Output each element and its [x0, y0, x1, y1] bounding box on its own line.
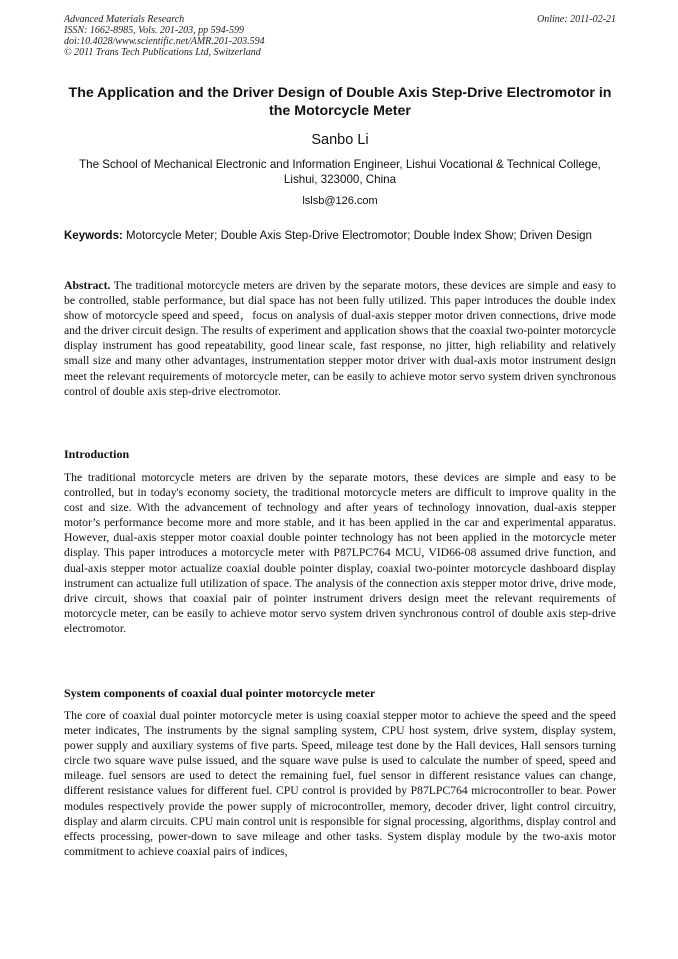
paper-author: Sanbo Li	[311, 132, 369, 148]
system-components-body: The core of coaxial dual pointer motorcycle meter is using coaxial stepper motor to achieve the speed and the speed meter indicates, The instruments by the signal sampling system, CPU host system, drive system, display system, power supply and auxiliary systems of five parts. Speed, mileage test done by the Hall devices, Hall sensors turning circle two square wave pulse issued, and the square wave pulse is used to calculate the number of speed, speed and mileage. fuel sensors are used to detect the remaining fuel, fuel sensor in different resistance values can change, different resistance values for different fuel. CPU control is provided by P87LPC764 microcontroller to bear. Power modules respectively provide the power supply of microcontroller, memory, decoder driver, light control circuitry, display and alarm circuits. CPU main control unit is responsible for signal processing, algorithms, display control and effects processing, power-down to save mileage and other tasks. System display module by the two-axis motor commitment to achieve coaxial pairs of indices,	[64, 709, 616, 858]
system-components-heading: System components of coaxial dual pointer motorcycle meter	[64, 686, 376, 700]
introduction-heading: Introduction	[64, 447, 130, 461]
abstract	[64, 278, 616, 399]
keywords-label: Keywords:	[64, 230, 123, 242]
paper-title: The Application and the Driver Design of Double Axis Step-Drive Electromotor in the Motorcycle Meter	[68, 85, 612, 119]
journal-doi: doi:10.4028/www.scientific.net/AMR.201-203.594	[64, 36, 265, 47]
paper-affiliation: The School of Mechanical Electronic and Information Engineer, Lishui Vocational & Technical College, Lishui, 323000, China	[79, 158, 601, 186]
keywords	[64, 229, 616, 244]
journal-issn: ISSN: 1662-8985, Vols. 201-203, pp 594-599	[64, 25, 244, 36]
keywords-text: Motorcycle Meter; Double Axis Step-Drive Electromotor; Double Index Show; Driven Design	[126, 230, 592, 242]
abstract-label: Abstract.	[64, 279, 111, 292]
abstract-text: The traditional motorcycle meters are driven by the separate motors, these devices are simple and easy to be controlled, stable performance, but dial space has not been fully utilized. This paper introduces the double index show of motorcycle speed and speed，focus on analysis of dual-axis stepper motor driven connections, drive mode and the driver circuit design. The results of experiment and application shows that the coaxial two-pointer motorcycle display instrument has good repeatability, good linear scale, fast response, no jitter, high reliability and relatively small size and many other advantages, instrumentation stepper motor driver with dual-axis motor instrument design meet the relevant requirements of motorcycle meter, can be easily to achieve motor servo system driven synchronous control of double axis step-drive electromotor.	[64, 279, 616, 398]
journal-name: Advanced Materials Research	[64, 14, 185, 25]
online-date: Online: 2011-02-21	[537, 14, 616, 25]
journal-header	[64, 14, 616, 58]
paper-email: lslsb@126.com	[302, 195, 378, 207]
journal-copyright: © 2011 Trans Tech Publications Ltd, Switzerland	[64, 47, 261, 58]
introduction-body: The traditional motorcycle meters are driven by the separate motors, these devices are simple and easy to be controlled, but in today's economy society, the traditional motorcycle meters are difficult to improve quality in the cost and size. With the advancement of technology and after years of technology innovation, dual-axis stepper motor’s performance become more and more stable, and it has been applied in the car and experimental apparatus. However, dual-axis stepper motor coaxial double pointer technology has not been applied in the motorcycle meter display. This paper introduces a motorcycle meter with P87LPC764 MCU, VID66-08 assumed drive function, and dual-axis stepper motor actualize coaxial double pointer display, coaxial two-pointer motorcycle dashboard display instrument can actualize full utilization of space. The analysis of the connection axis stepper motor drive, drive mode, drive circuit, shows that coaxial pair of pointer instrument drivers design meet the relevant requirements of motorcycle meter, can be easily to achieve motor servo system driven synchronous control of double axis step-drive electromotor.	[64, 471, 616, 635]
